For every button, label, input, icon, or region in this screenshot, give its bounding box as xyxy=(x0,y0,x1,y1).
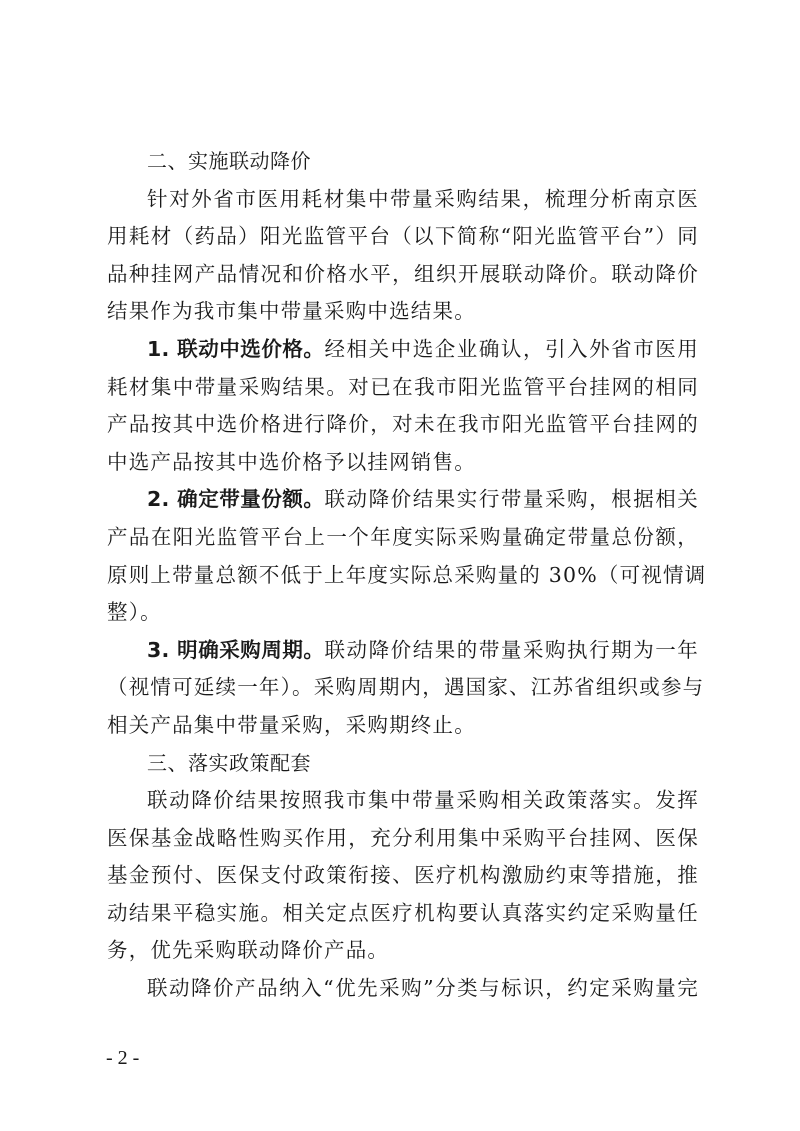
item-text: 联动降价结果实行带量采购，根据相关 xyxy=(324,487,699,512)
paragraph-line: 相关产品集中带量采购，采购期终止。 xyxy=(107,712,476,737)
item-title: 1. 联动中选价格。 xyxy=(147,336,325,361)
paragraph-line: 务，优先采购联动降价产品。 xyxy=(107,938,390,963)
section-heading-2: 二、实施联动降价 xyxy=(147,149,311,173)
paragraph-line: 医保基金战略性购买作用，充分利用集中采购平台挂网、医保 xyxy=(107,825,699,850)
paragraph-line: 产品按其中选价格进行降价，对未在我市阳光监管平台挂网的 xyxy=(107,412,699,437)
item-text: 联动降价结果的带量采购执行期为一年 xyxy=(324,637,699,662)
item-title: 2. 确定带量份额。 xyxy=(147,487,325,512)
paragraph-line: 整）。 xyxy=(107,600,162,625)
paragraph-line: 联动降价产品纳入“优先采购”分类与标识，约定采购量完 xyxy=(147,976,699,1001)
paragraph-line: 品种挂网产品情况和价格水平，组织开展联动降价。联动降价 xyxy=(107,261,699,286)
paragraph-line: 联动降价结果按照我市集中带量采购相关政策落实。发挥 xyxy=(147,788,699,813)
paragraph-line: 原则上带量总额不低于上年度实际总采购量的 30%（可视情调 xyxy=(107,562,707,587)
section-heading-3: 三、落实政策配套 xyxy=(147,750,311,775)
paragraph-item-3 xyxy=(107,632,705,745)
paragraph-intro xyxy=(107,181,699,331)
paragraph-line xyxy=(107,632,699,670)
document-body xyxy=(107,143,707,1008)
page-number-text: - 2 - xyxy=(106,1047,140,1069)
paragraph-line: 中选产品按其中选价格予以挂网销售。 xyxy=(107,449,476,474)
paragraph-policy xyxy=(107,782,699,970)
paragraph-line: （视情可延续一年）。采购周期内，遇国家、江苏省组织或参与 xyxy=(107,675,705,700)
paragraph-line: 产品在阳光监管平台上一个年度实际采购量确定带量总份额， xyxy=(107,524,699,549)
paragraph-line: 耗材集中带量采购结果。对已在我市阳光监管平台挂网的相同 xyxy=(107,374,699,399)
paragraph-line: 用耗材（药品）阳光监管平台（以下简称“阳光监管平台”）同 xyxy=(107,224,699,249)
paragraph-line: 动结果平稳实施。相关定点医疗机构要认真落实约定采购量任 xyxy=(107,900,699,925)
paragraph-line: 针对外省市医用耗材集中带量采购结果，梳理分析南京医 xyxy=(147,186,699,211)
paragraph-line: 基金预付、医保支付政策衔接、医疗机构激励约束等措施，推 xyxy=(107,863,699,888)
paragraph-line xyxy=(107,331,699,369)
item-title: 3. 明确采购周期。 xyxy=(147,637,325,662)
paragraph-item-2 xyxy=(107,481,707,631)
item-text: 经相关中选企业确认，引入外省市医用 xyxy=(324,336,699,361)
paragraph-item-1 xyxy=(107,331,699,481)
paragraph-line xyxy=(107,481,699,519)
paragraph-priority xyxy=(107,970,699,1008)
paragraph-line: 结果作为我市集中带量采购中选结果。 xyxy=(107,299,476,324)
